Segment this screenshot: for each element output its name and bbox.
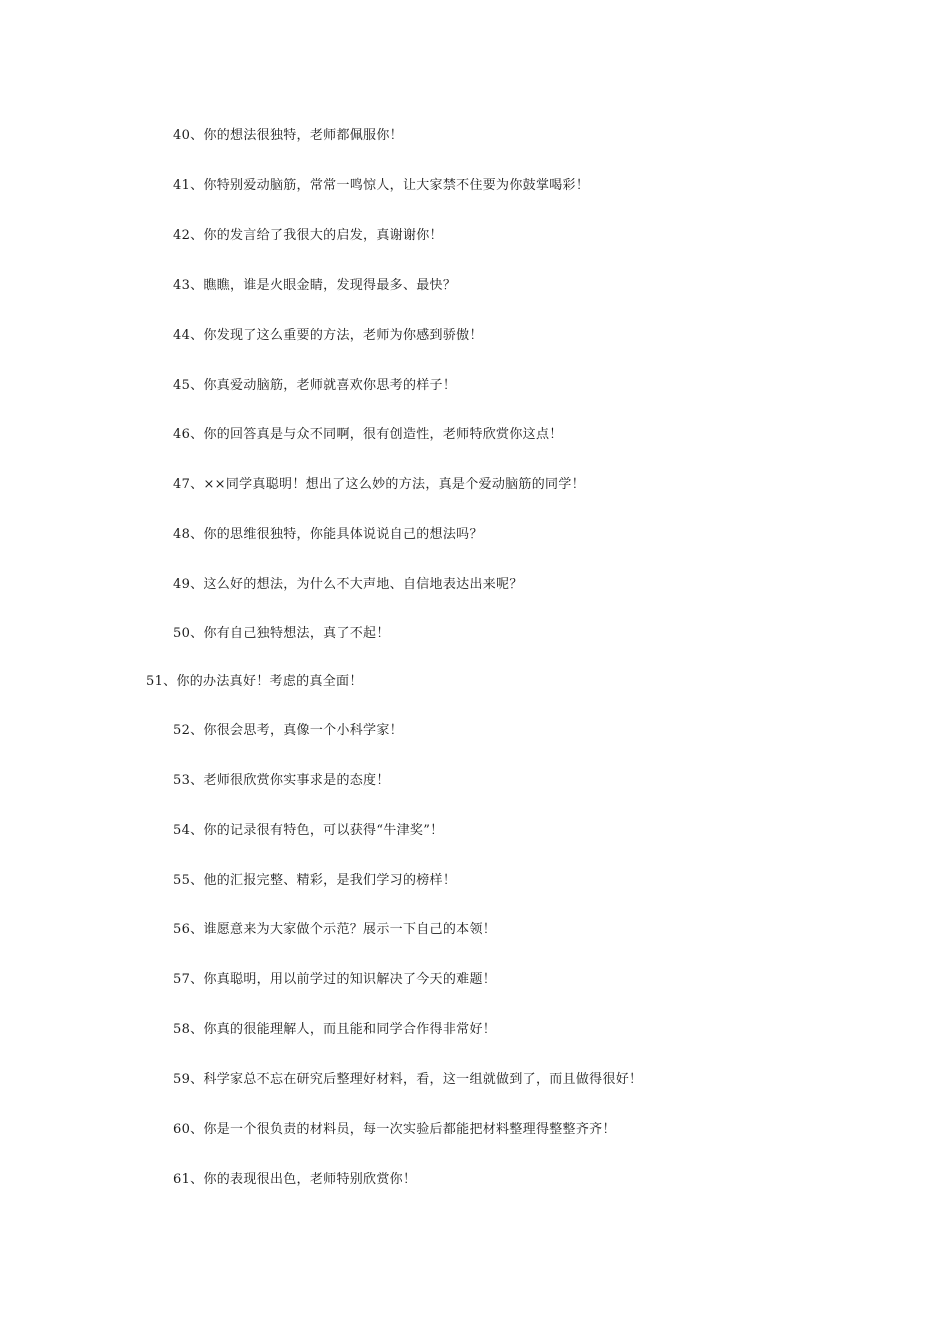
list-item: 60、你是一个很负责的材料员，每一次实验后都能把材料整理得整整齐齐！ xyxy=(173,1122,616,1137)
list-item: 41、你特别爱动脑筋，常常一鸣惊人，让大家禁不住要为你鼓掌喝彩！ xyxy=(173,178,590,193)
list-item: 46、你的回答真是与众不同啊，很有创造性，老师特欣赏你这点！ xyxy=(173,427,563,442)
list-item: 40、你的想法很独特，老师都佩服你！ xyxy=(173,128,403,143)
list-item: 61、你的表现很出色，老师特别欣赏你！ xyxy=(173,1172,417,1187)
list-item: 52、你很会思考，真像一个小科学家！ xyxy=(173,723,403,738)
list-item: 58、你真的很能理解人，而且能和同学合作得非常好！ xyxy=(173,1022,497,1037)
list-item: 45、你真爱动脑筋，老师就喜欢你思考的样子！ xyxy=(173,378,457,393)
list-item: 43、瞧瞧，谁是火眼金睛，发现得最多、最快？ xyxy=(173,278,457,293)
list-item: 53、老师很欣赏你实事求是的态度！ xyxy=(173,773,390,788)
list-item: 56、谁愿意来为大家做个示范？展示一下自己的本领！ xyxy=(173,922,497,937)
list-item: 47、××同学真聪明！想出了这么妙的方法，真是个爱动脑筋的同学！ xyxy=(173,477,585,492)
list-item: 49、这么好的想法，为什么不大声地、自信地表达出来呢？ xyxy=(173,577,523,592)
list-item: 51、你的办法真好！考虑的真全面！ xyxy=(146,674,363,689)
list-item: 44、你发现了这么重要的方法，老师为你感到骄傲！ xyxy=(173,328,483,343)
list-item: 55、他的汇报完整、精彩，是我们学习的榜样！ xyxy=(173,873,457,888)
list-item: 50、你有自己独特想法，真了不起！ xyxy=(173,626,390,641)
list-item: 57、你真聪明，用以前学过的知识解决了今天的难题！ xyxy=(173,972,497,987)
list-item: 54、你的记录很有特色，可以获得“牛津奖”！ xyxy=(173,823,444,838)
list-item: 48、你的思维很独特，你能具体说说自己的想法吗？ xyxy=(173,527,483,542)
list-item: 59、科学家总不忘在研究后整理好材料，看，这一组就做到了，而且做得很好！ xyxy=(173,1072,643,1087)
list-item: 42、你的发言给了我很大的启发，真谢谢你！ xyxy=(173,228,443,243)
